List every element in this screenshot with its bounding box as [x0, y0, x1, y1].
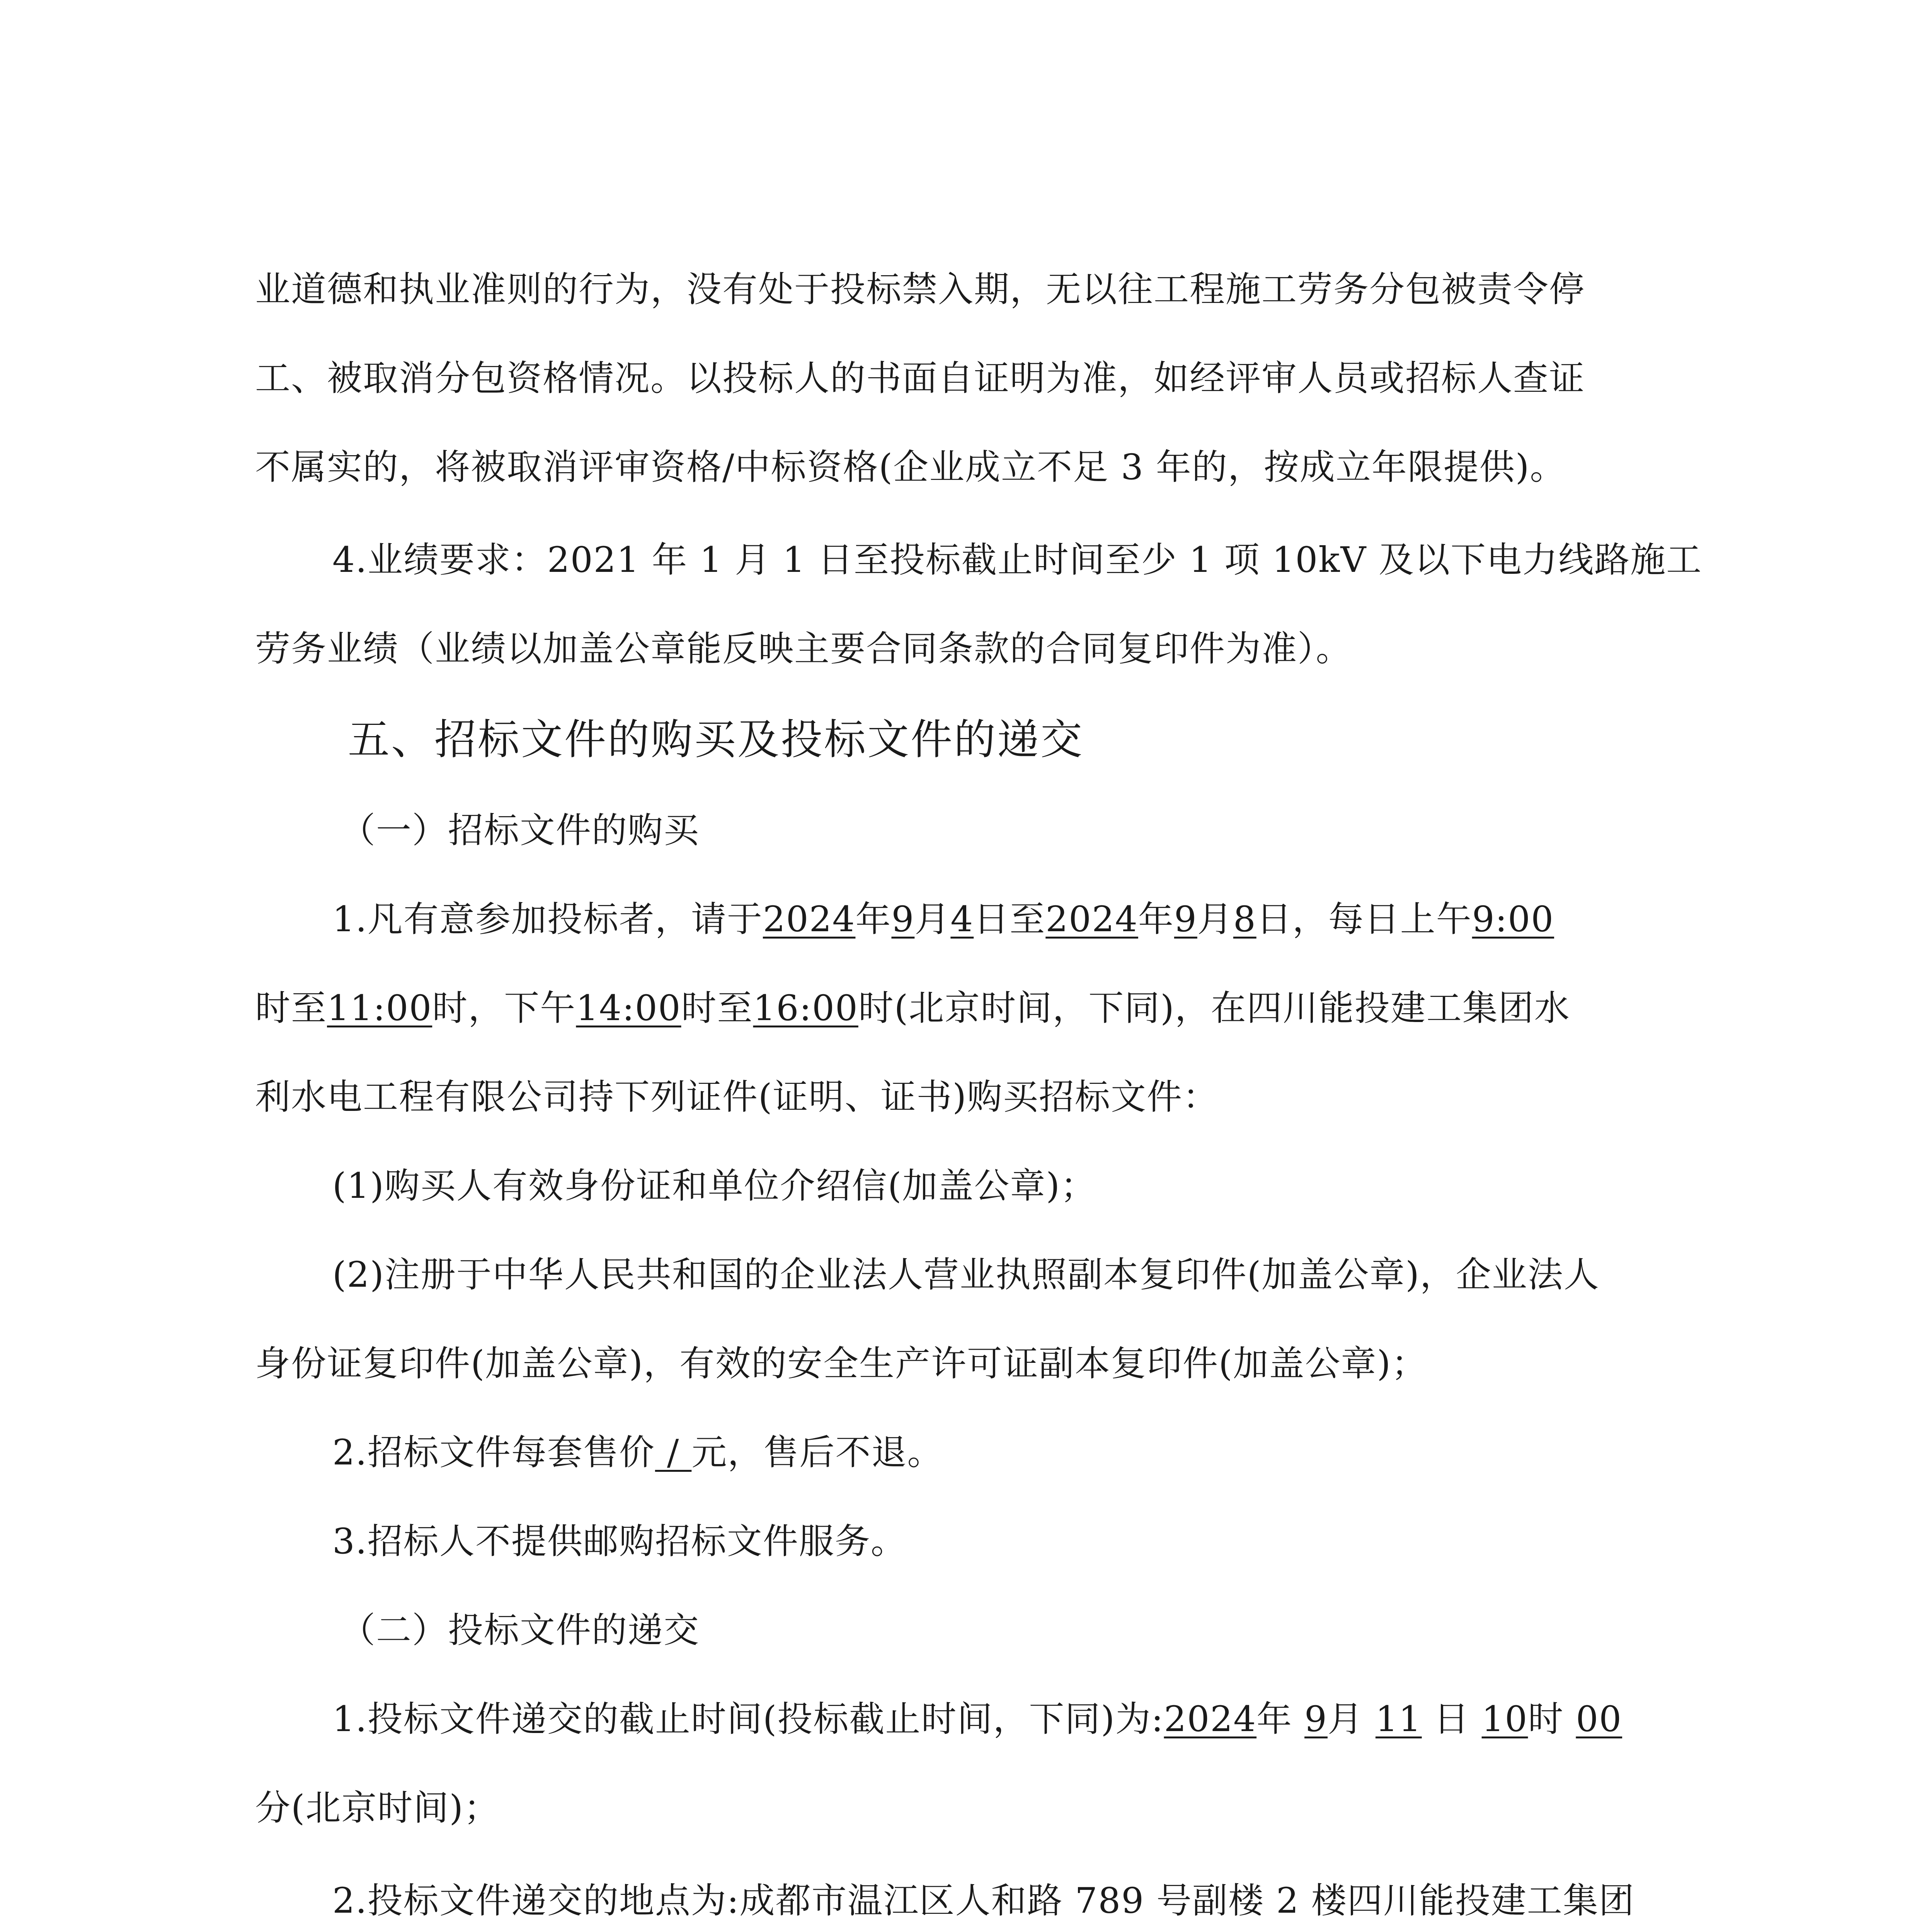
required-doc-2-cont: 身份证复印件(加盖公章)，有效的安全生产许可证副本复印件(加盖公章)； [255, 1344, 1428, 1384]
deadline-line-cont: 分(北京时间)； [255, 1788, 500, 1828]
text: 月 [914, 899, 951, 940]
subsection-purchase-heading: （一）招标文件的购买 [340, 810, 700, 851]
end-day: 8 [1233, 899, 1256, 940]
purchase-location-line: 利水电工程有限公司持下列证件(证明、证书)购买招标文件： [255, 1077, 1219, 1117]
paragraph-line: 工、被取消分包资格情况。以投标人的书面自证明为准，如经评审人员或招标人查证 [255, 358, 1585, 399]
text: 日，每日上午 [1256, 899, 1472, 940]
no-mail-order-line: 3.招标人不提供邮购招标文件服务。 [332, 1521, 907, 1562]
text: 时 [1528, 1699, 1564, 1740]
required-doc-2: (2)注册于中华人民共和国的企业法人营业执照副本复印件(加盖公章)，企业法人 [332, 1255, 1600, 1295]
afternoon-end-time: 16:00 [753, 988, 858, 1029]
deadline-minute: 00 [1576, 1699, 1622, 1740]
text: 年 [1256, 1699, 1293, 1740]
text: 日 [1433, 1699, 1470, 1740]
deadline-hour: 10 [1481, 1699, 1528, 1740]
text: 时，下午 [432, 988, 576, 1029]
start-day: 4 [950, 899, 974, 940]
text: 元，售后不退。 [691, 1432, 943, 1473]
end-month: 9 [1174, 899, 1197, 940]
submission-location-line: 2.投标文件递交的地点为:成都市温江区人和路 789 号副楼 2 楼四川能投建工集团 [332, 1881, 1635, 1921]
text: 月 [1197, 899, 1233, 940]
paragraph-line: 不属实的，将被取消评审资格/中标资格(企业成立不足 3 年的，按成立年限提供)。 [255, 447, 1566, 488]
text: 月 [1327, 1699, 1364, 1740]
deadline-line [332, 1696, 1622, 1743]
text: 时至 [255, 988, 327, 1029]
morning-end-time: 11:00 [327, 988, 432, 1029]
end-year: 2024 [1045, 899, 1138, 940]
text: 1.投标文件递交的截止时间(投标截止时间，下同)为: [332, 1699, 1164, 1740]
afternoon-start-time: 14:00 [576, 988, 681, 1029]
deadline-day: 11 [1375, 1699, 1422, 1740]
subsection-submission-heading: （二）投标文件的递交 [340, 1610, 700, 1651]
text: 日至 [974, 899, 1046, 940]
section-5-heading: 五、招标文件的购买及投标文件的递交 [348, 716, 1084, 764]
start-year: 2024 [763, 899, 856, 940]
required-doc-1: (1)购买人有效身份证和单位介绍信(加盖公章)； [332, 1166, 1096, 1206]
text: 年 [1138, 899, 1174, 940]
text: 年 [855, 899, 892, 940]
text: 2.招标文件每套售价 [332, 1432, 655, 1473]
text: 时至 [681, 988, 753, 1029]
deadline-year: 2024 [1164, 1699, 1257, 1740]
paragraph-line: 业道德和执业准则的行为，没有处于投标禁入期，无以往工程施工劳务分包被责令停 [255, 269, 1585, 310]
price-value: / [655, 1432, 692, 1473]
performance-requirement-cont: 劳务业绩（业绩以加盖公章能反映主要合同条款的合同复印件为准）。 [255, 629, 1352, 669]
performance-requirement: 4.业绩要求：2021 年 1 月 1 日至投标截止时间至少 1 项 10kV 及以下电力线路施工 [332, 540, 1702, 580]
deadline-month: 9 [1304, 1699, 1328, 1740]
text: 1.凡有意参加投标者，请于 [332, 899, 763, 940]
purchase-period-line [332, 896, 1554, 943]
text: 时(北京时间，下同)，在四川能投建工集团水 [858, 988, 1570, 1029]
purchase-hours-line [255, 985, 1570, 1032]
price-line [332, 1430, 943, 1476]
start-month: 9 [891, 899, 915, 940]
morning-start-time: 9:00 [1472, 899, 1554, 940]
